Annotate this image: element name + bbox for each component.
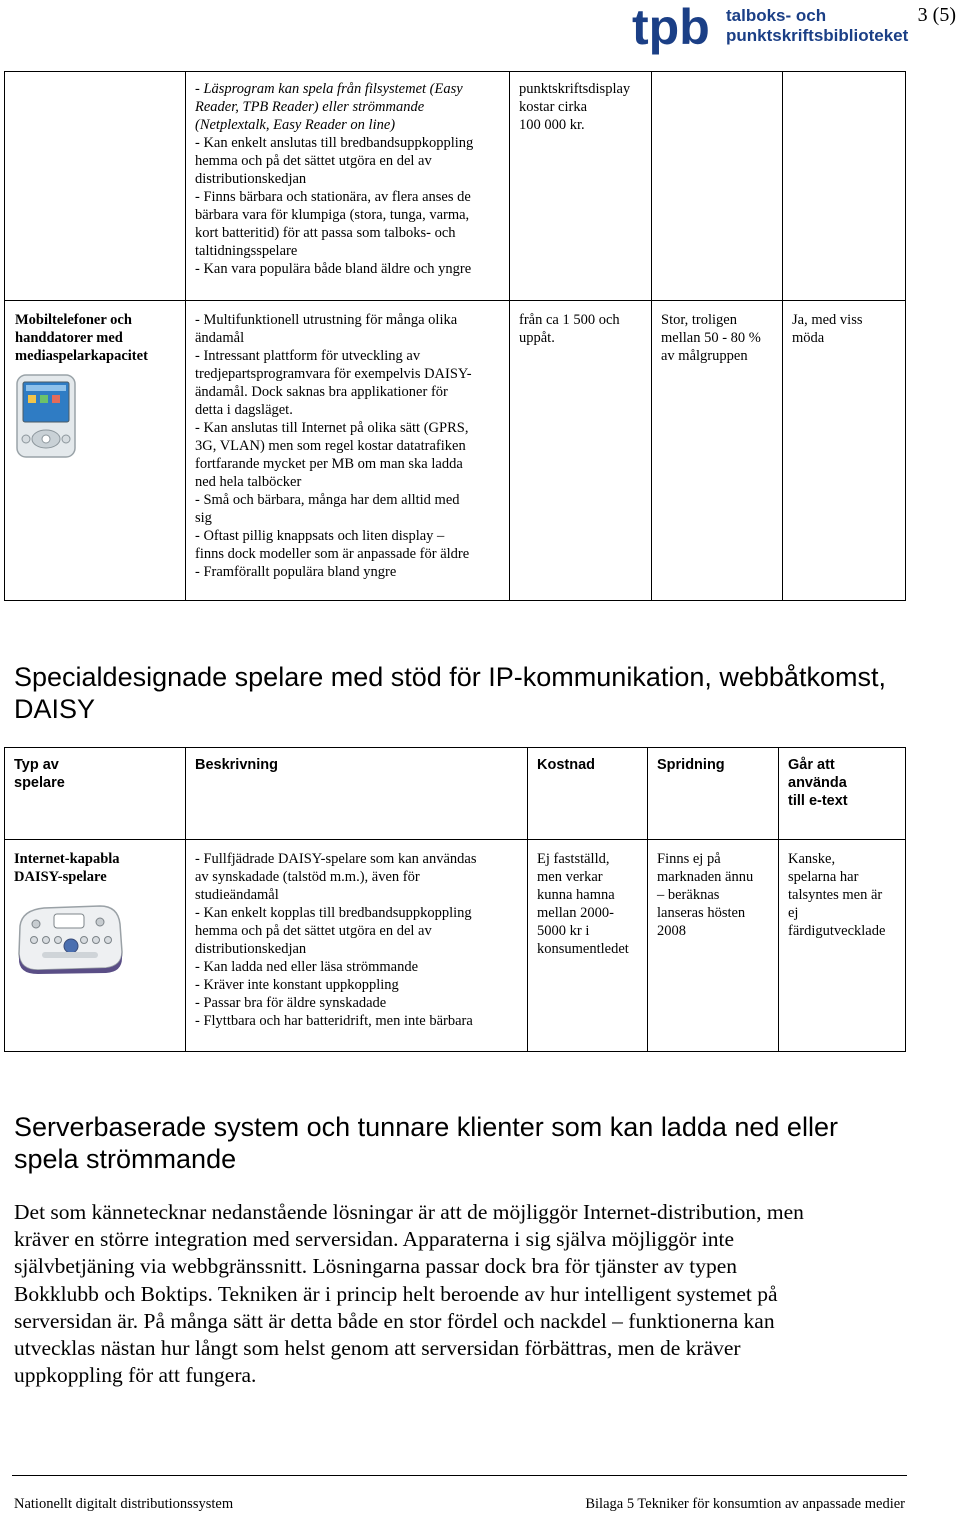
heading-line: DAISY (14, 694, 96, 724)
text-line: ej (788, 905, 799, 921)
header-line: Går att (788, 757, 835, 773)
table-row (5, 301, 906, 601)
text-line: Finns ej på (657, 851, 721, 867)
daisy-player-image (14, 896, 126, 974)
header-etext (779, 748, 906, 840)
spread-cell (648, 840, 779, 1052)
text-line: distributionskedjan (195, 171, 307, 187)
type-cell (5, 840, 186, 1052)
text-line: - Kräver inte konstant uppkoppling (195, 977, 399, 993)
header-line: till e-text (788, 793, 848, 809)
text-line: - Kan enkelt kopplas till bredbandsuppkoppling (195, 905, 472, 921)
top-table (4, 71, 906, 601)
header-line: spelare (14, 775, 65, 791)
section-heading (14, 1111, 934, 1175)
text-line: Internet-kapabla (14, 851, 120, 867)
text-line: - Flyttbara och har batteridrift, men inte bärbara (195, 1013, 473, 1029)
text-line: - Fullfjädrade DAISY-spelare som kan användas (195, 851, 477, 867)
text-line: Ja, med viss (792, 312, 863, 328)
text-line: – beräknas (657, 887, 720, 903)
text-line: - Multifunktionell utrustning för många olika (195, 312, 458, 328)
text-line: möda (792, 330, 825, 346)
spread-cell (652, 301, 783, 601)
paragraph-line: kräver en större integration med serversidan. Apparaterna i sig själva möjliggör inte (14, 1227, 735, 1252)
body-paragraph (14, 1199, 914, 1389)
table-header-row (5, 748, 906, 840)
header-spread: Spridning (648, 748, 779, 840)
text-line: Kanske, (788, 851, 836, 867)
description-cell (186, 840, 528, 1052)
cost-cell (510, 301, 652, 601)
text-line: - Läsprogram kan spela från filsystemet (Easy (195, 81, 463, 97)
text-line: hemma och på det sättet utgöra en del av (195, 153, 432, 169)
etext-cell (783, 301, 906, 601)
text-line: ändamål. Dock saknas bra applikationer för (195, 384, 448, 400)
text-line: men verkar (537, 869, 603, 885)
logo-line-2: punktskriftsbiblioteket (726, 26, 909, 45)
description-cell (186, 301, 510, 601)
text-line: lanseras hösten (657, 905, 746, 921)
text-line: DAISY-spelare (14, 869, 107, 885)
section-heading (14, 661, 934, 725)
text-line: kort batteritid) för att passa som talboks- och (195, 225, 456, 241)
text-line: finns dock modeller som är anpassade för äldre (195, 546, 470, 562)
paragraph-line: Bokklubb och Boktips. Tekniken är i princip helt beroende av hur intelligent systemet på (14, 1281, 778, 1306)
paragraph-line: uppkoppling för att fungera. (14, 1363, 257, 1388)
heading-line: Serverbaserade system och tunnare klienter som kan ladda ned eller (14, 1112, 838, 1142)
table-row (5, 72, 906, 301)
text-line: - Oftast pillig knappsats och liten display – (195, 528, 445, 544)
heading-line: spela strömmande (14, 1144, 237, 1174)
text-line: bärbara vara för klumpiga (stora, tunga, varma, (195, 207, 470, 223)
player-table (4, 747, 906, 1052)
text-line: - Små och bärbara, många har dem alltid med (195, 492, 460, 508)
text-line: 5000 kr i (537, 923, 590, 939)
etext-cell (783, 72, 906, 301)
text-line: uppåt. (519, 330, 555, 346)
text-line: kunna hamna (537, 887, 615, 903)
text-line: ändamål (195, 330, 245, 346)
text-line: av målgruppen (661, 348, 748, 364)
text-line: mellan 50 - 80 % (661, 330, 761, 346)
page-number: 3 (5) (917, 4, 956, 26)
header-description: Beskrivning (186, 748, 528, 840)
text-line: Ej fastställd, (537, 851, 610, 867)
text-line: kostar cirka (519, 99, 588, 115)
spread-cell (652, 72, 783, 301)
text-line: distributionskedjan (195, 941, 307, 957)
text-line: - Intressant plattform för utveckling av (195, 348, 421, 364)
text-line: spelarna har (788, 869, 859, 885)
type-cell (5, 72, 186, 301)
text-line: fortfarande mycket per MB om man ska ladda (195, 456, 463, 472)
text-line: konsumentledet (537, 941, 629, 957)
paragraph-line: Det som kännetecknar nedanstående lösningar är att de möjliggör Internet-distribution, men (14, 1200, 804, 1224)
text-line: Stor, troligen (661, 312, 737, 328)
text-line: - Kan anslutas till Internet på olika sätt (GPRS, (195, 420, 469, 436)
text-line: punktskriftsdisplay (519, 81, 631, 97)
text-line: 3G, VLAN) men som regel kostar datatrafiken (195, 438, 466, 454)
text-line: - Kan ladda ned eller läsa strömmande (195, 959, 419, 975)
text-line: Mobiltelefoner och (15, 312, 132, 328)
paragraph-line: självbetjäning via webbgränssnitt. Lösningarna passar dock bra för tjänster av typen (14, 1254, 738, 1279)
header-type (5, 748, 186, 840)
etext-cell (779, 840, 906, 1052)
text-line: av synskadade (talstöd m.m.), även för (195, 869, 420, 885)
text-line: 100 000 kr. (519, 117, 585, 133)
text-line: 2008 (657, 923, 686, 939)
text-line: - Framförallt populära bland yngre (195, 564, 397, 580)
paragraph-line: utvecklas nästan hur långt som helst genom att serversidan förbättras, men de kräver (14, 1336, 741, 1361)
header-line: Typ av (14, 757, 59, 773)
text-line: Reader, TPB Reader) eller strömmande (195, 99, 425, 115)
footer-right: Bilaga 5 Tekniker för konsumtion av anpassade medier (585, 1496, 905, 1512)
text-line: - Passar bra för äldre synskadade (195, 995, 387, 1011)
cost-cell (528, 840, 648, 1052)
header-cost: Kostnad (528, 748, 648, 840)
tpb-logo (630, 0, 909, 56)
text-line: sig (195, 510, 212, 526)
footer-left: Nationellt digitalt distributionssystem (14, 1496, 234, 1512)
logo-line-1: talboks- och (726, 6, 827, 25)
text-line: hemma och på det sättet utgöra en del av (195, 923, 432, 939)
text-line: detta i dagsläget. (195, 402, 293, 418)
description-cell (186, 72, 510, 301)
table-row (5, 840, 906, 1052)
text-line: - Kan vara populära både bland äldre och yngre (195, 261, 472, 277)
header-line: använda (788, 775, 847, 791)
heading-line: Specialdesignade spelare med stöd för IP-kommunikation, webbåtkomst, (14, 662, 886, 692)
text-line: taltidningsspelare (195, 243, 298, 259)
svg-text:tpb: tpb (632, 0, 710, 55)
text-line: tredjepartsprogramvara för exempelvis DAISY- (195, 366, 472, 382)
text-line: från ca 1 500 och (519, 312, 620, 328)
text-line: mediaspelarkapacitet (15, 348, 148, 364)
logo-text (726, 6, 908, 46)
text-line: talsyntes men är (788, 887, 883, 903)
text-line: studieändamål (195, 887, 279, 903)
text-line: ned hela talböcker (195, 474, 302, 490)
text-line: - Finns bärbara och stationära, av flera anses de (195, 189, 471, 205)
footer-divider (12, 1475, 907, 1476)
text-line: (Netplextalk, Easy Reader on line) (195, 117, 396, 133)
text-line: marknaden ännu (657, 869, 754, 885)
text-line: - Kan enkelt anslutas till bredbandsuppkoppling (195, 135, 474, 151)
text-line: färdigutvecklade (788, 923, 886, 939)
cost-cell (510, 72, 652, 301)
text-line: handdatorer med (15, 330, 123, 346)
pda-device-image (15, 373, 77, 459)
tpb-logo-mark (630, 0, 730, 56)
type-cell (5, 301, 186, 601)
text-line: mellan 2000- (537, 905, 614, 921)
paragraph-line: serversidan är. På många sätt är detta både en stor fördel och nackdel – funktionerna kan (14, 1308, 775, 1333)
